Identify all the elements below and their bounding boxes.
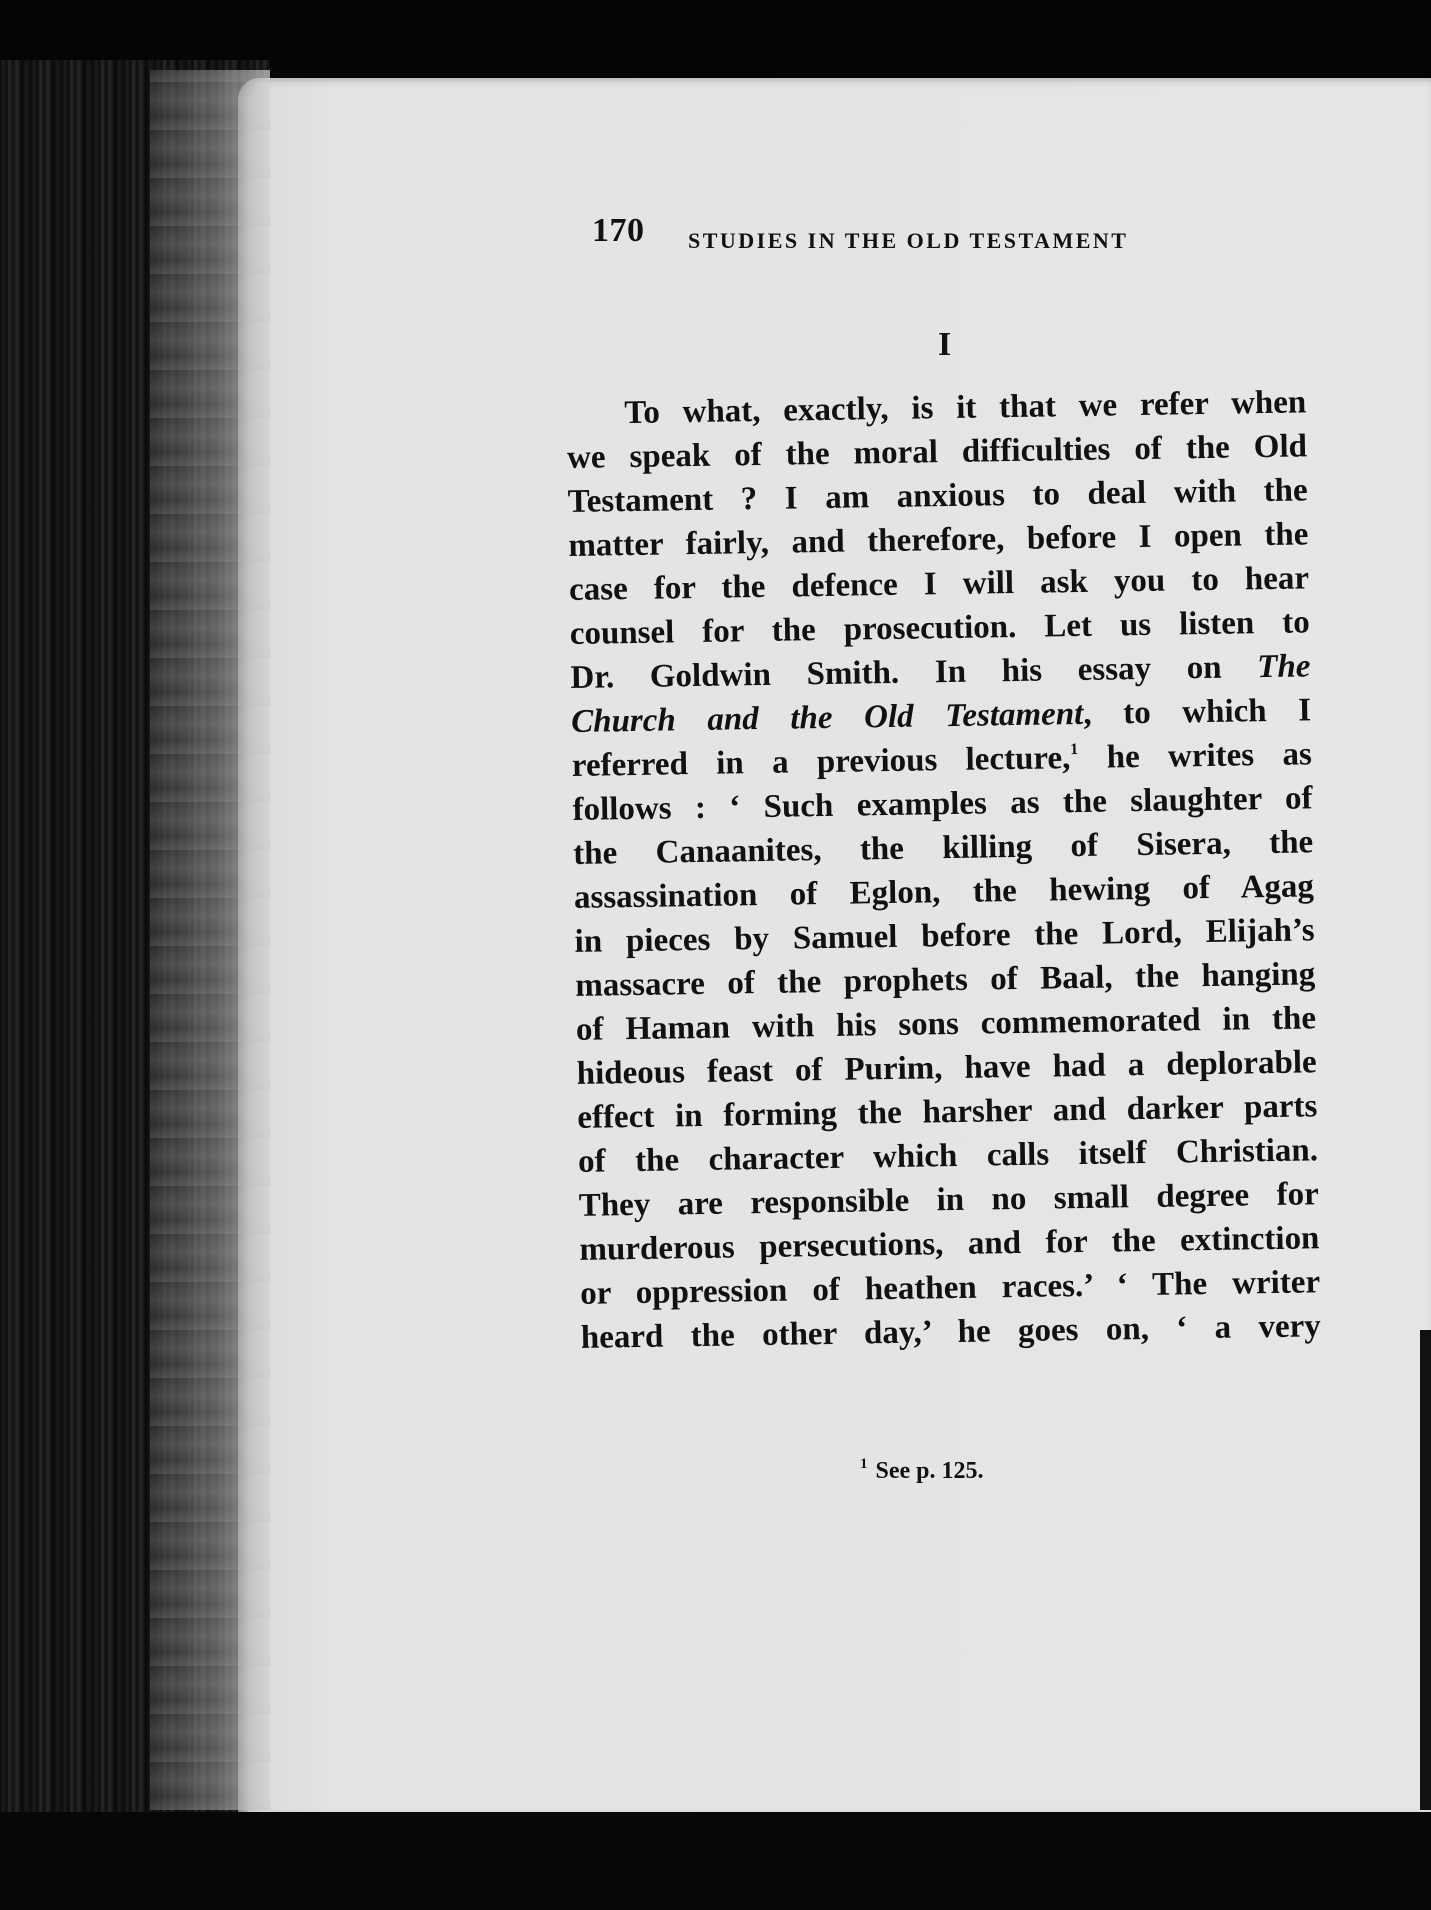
text-segment: Dr. Goldwin Smith. In his essay on xyxy=(570,649,1222,696)
text-line: murderous persecutions, and for the extinction xyxy=(579,1220,1320,1268)
text-line: of Haman with his sons commemorated in the xyxy=(575,1000,1317,1048)
footnote xyxy=(860,1456,984,1485)
text-line: assassination of Eglon, the hewing of Agag xyxy=(573,868,1315,916)
running-head xyxy=(592,212,1212,262)
body-text xyxy=(566,380,1321,1360)
footnote-text: See p. 125. xyxy=(875,1458,984,1484)
text-line: matter fairly, and therefore, before I open the xyxy=(568,516,1309,564)
text-line: of the character which calls itself Christian. xyxy=(577,1132,1319,1180)
italic-title-segment: Church and the Old Testament xyxy=(570,695,1084,740)
text-line: heard the other day,’ he goes on, ‘ a very xyxy=(580,1308,1322,1356)
footnote-marker: 1 xyxy=(860,1456,868,1472)
text-line: follows : ‘ Such examples as the slaughter of xyxy=(572,780,1313,828)
footnote-reference: 1 xyxy=(1070,740,1079,759)
text-segment: , to which I xyxy=(1083,692,1312,732)
scan-border-right xyxy=(1420,1330,1431,1810)
text-line: They are responsible in no small degree for xyxy=(578,1176,1319,1224)
text-line: massacre of the prophets of Baal, the hanging xyxy=(575,956,1316,1004)
text-line: we speak of the moral difficulties of the Old xyxy=(566,428,1308,476)
text-line: hideous feast of Purim, have had a deplorable xyxy=(576,1044,1317,1092)
binding-shadow xyxy=(150,70,270,1810)
running-title: STUDIES IN THE OLD TESTAMENT xyxy=(688,228,1129,253)
text-line: To what, exactly, is it that we refer when xyxy=(624,384,1307,432)
text-line: effect in forming the harsher and darker parts xyxy=(577,1088,1318,1136)
section-numeral: I xyxy=(938,326,952,363)
text-line: Testament ? I am anxious to deal with the xyxy=(567,472,1308,520)
text-line: the Canaanites, the killing of Sisera, the xyxy=(572,824,1314,872)
text-line: case for the defence I will ask you to hear xyxy=(568,560,1310,608)
scan-border-bottom xyxy=(0,1812,1431,1910)
italic-title-segment: The xyxy=(1256,648,1311,686)
text-segment: referred in a previous lecture, xyxy=(571,740,1071,784)
text-line: in pieces by Samuel before the Lord, Elijah’s xyxy=(574,912,1315,960)
text-segment: he writes as xyxy=(1078,736,1313,776)
page-number: 170 xyxy=(592,212,645,249)
text-line: or oppression of heathen races.’ ‘ The writer xyxy=(579,1264,1321,1312)
text-line: counsel for the prosecution. Let us listen to xyxy=(569,604,1310,652)
